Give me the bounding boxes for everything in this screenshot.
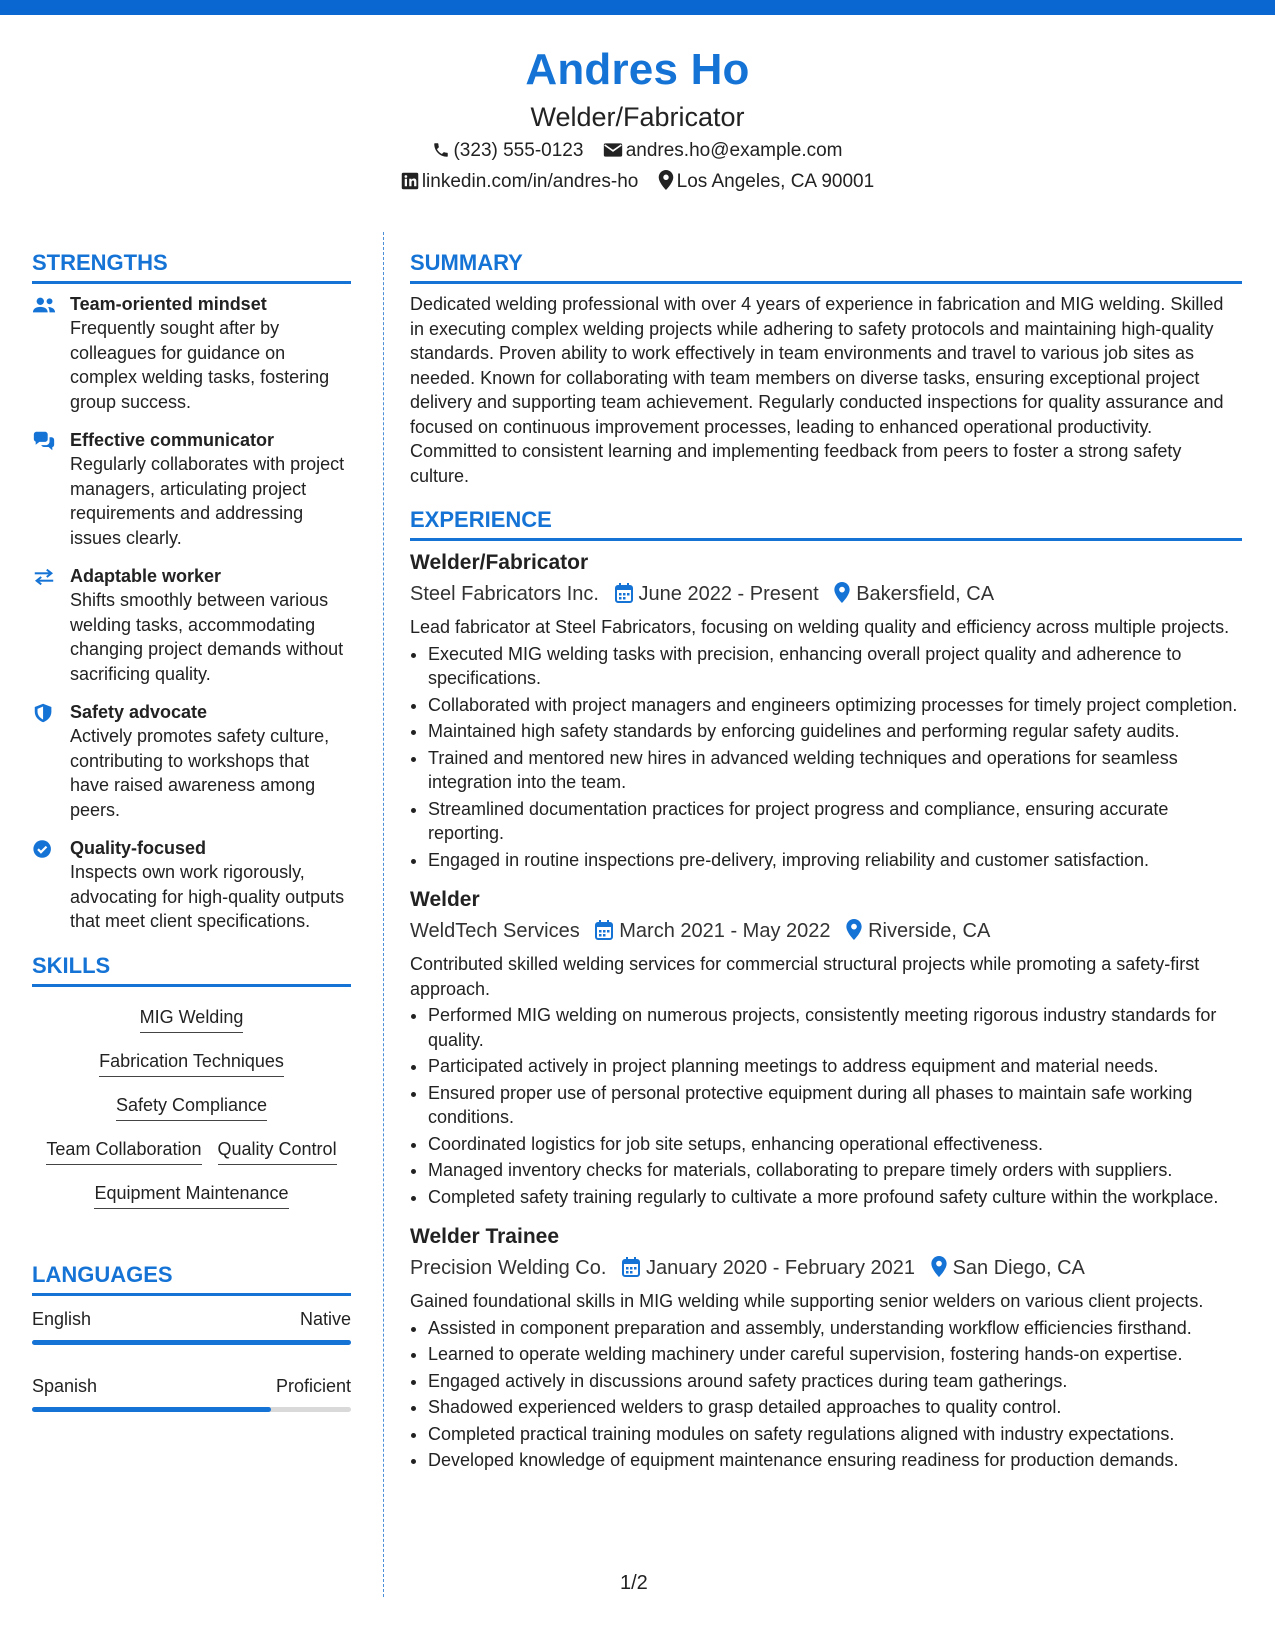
summary-text: Dedicated welding professional with over 4 years of experience in fabrication and MIG welding. Skilled in executing complex welding projects while adhering to safety protocols and maintaining high-quality standards. Proven ability to work effectively in team environments and travel to various job sites as needed. Known for collaborating with team members on diverse tasks, ensuring exceptional project delivery and supporting team achievement. Regularly conducted inspections for quality assurance and focused on continuous improvement processes, leading to enhanced operational productivity. Committed to consistent learning and implementing feedback from peers to foster a strong safety culture. xyxy=(410,294,1224,486)
job-dates: January 2020 - February 2021 xyxy=(645,1257,916,1279)
job-bullet: • Developed knowledge of equipment maintenance ensuring readiness for production demands. xyxy=(428,1448,1242,1473)
job-bullet: • Ensured proper use of personal protective equipment during all phases to maintain safe working conditions. xyxy=(428,1081,1242,1130)
job-bullet: • Maintained high safety standards by enforcing guidelines and performing regular safety audits. xyxy=(428,719,1242,744)
job-bullet: • Assisted in component preparation and assembly, understanding workflow efficiencies firsthand. xyxy=(428,1316,1242,1341)
language-bar-fill xyxy=(32,1407,271,1412)
contact-row-2 xyxy=(0,168,1275,196)
skill-tag: Team Collaboration xyxy=(46,1137,201,1165)
job-description: Lead fabricator at Steel Fabricators, focusing on welding quality and efficiency across multiple projects. xyxy=(410,617,1230,637)
job-dates: June 2022 - Present xyxy=(638,583,819,605)
job-meta xyxy=(410,916,1242,946)
strength-item xyxy=(32,428,351,550)
strength-item xyxy=(32,836,351,934)
map-pin-icon xyxy=(846,919,862,940)
linkedin-icon xyxy=(401,172,419,190)
right-column xyxy=(410,245,1242,1487)
job-title: Welder Trainee xyxy=(410,1225,560,1248)
strength-title: Quality-focused xyxy=(70,838,207,858)
job-bullets xyxy=(410,1003,1242,1209)
envelope-icon xyxy=(603,141,623,159)
experience-heading: EXPERIENCE xyxy=(410,507,552,532)
linkedin-contact[interactable] xyxy=(401,168,639,196)
job-location: Riverside, CA xyxy=(868,920,991,942)
job-bullet: • Completed practical training modules on safety regulations aligned with industry expectations. xyxy=(428,1422,1242,1447)
strengths-rule xyxy=(32,281,351,284)
languages-heading: LANGUAGES xyxy=(32,1261,173,1287)
job-entry xyxy=(410,886,1242,1209)
strength-desc: Inspects own work rigorously, advocating for high-quality outputs that meet client specifications. xyxy=(70,862,345,931)
team-icon xyxy=(32,295,56,315)
location-text: Los Angeles, CA 90001 xyxy=(676,171,875,192)
language-name: Spanish xyxy=(32,1375,98,1396)
job-bullet: • Shadowed experienced welders to grasp detailed approaches to quality control. xyxy=(428,1395,1242,1420)
job-company: WeldTech Services xyxy=(410,920,580,942)
candidate-title: Welder/Fabricator xyxy=(530,102,745,132)
job-company: Precision Welding Co. xyxy=(410,1257,607,1279)
job-dates-wrap xyxy=(622,1253,915,1283)
job-meta xyxy=(410,579,1242,609)
strength-desc: Frequently sought after by colleagues for guidance on complex welding tasks, fostering group success. xyxy=(70,318,330,412)
job-bullet: • Coordinated logistics for job site setups, enhancing operational effectiveness. xyxy=(428,1132,1242,1157)
contact-row-1 xyxy=(0,137,1275,165)
phone-text: (323) 555-0123 xyxy=(453,140,584,161)
job-bullet: • Streamlined documentation practices for project progress and compliance, ensuring accurate reporting. xyxy=(428,797,1242,846)
skill-tag: Quality Control xyxy=(218,1137,337,1165)
experience-list xyxy=(410,549,1242,1473)
language-bar xyxy=(32,1340,351,1345)
swap-arrows-icon xyxy=(32,567,56,587)
strength-desc: Actively promotes safety culture, contributing to workshops that have raised awareness among peers. xyxy=(70,726,330,820)
job-dates: March 2021 - May 2022 xyxy=(619,920,831,942)
summary-heading: SUMMARY xyxy=(410,250,523,275)
job-entry xyxy=(410,1223,1242,1473)
calendar-icon xyxy=(615,583,633,603)
skill-tag: Equipment Maintenance xyxy=(94,1181,288,1209)
skills-list xyxy=(32,997,351,1217)
job-bullet: • Participated actively in project planning meetings to address equipment and material needs. xyxy=(428,1054,1242,1079)
job-location-wrap xyxy=(931,1253,1085,1283)
strength-title: Team-oriented mindset xyxy=(70,294,267,314)
job-bullet: • Learned to operate welding machinery under careful supervision, fostering hands-on expertise. xyxy=(428,1342,1242,1367)
resume-header xyxy=(0,42,1275,196)
job-title: Welder/Fabricator xyxy=(410,551,589,574)
strength-desc: Shifts smoothly between various welding tasks, accommodating changing project demands without sacrificing quality. xyxy=(70,590,344,684)
job-location: San Diego, CA xyxy=(952,1257,1085,1279)
job-dates-wrap xyxy=(615,579,819,609)
strength-title: Adaptable worker xyxy=(70,566,222,586)
calendar-icon xyxy=(595,920,613,940)
job-bullet: • Trained and mentored new hires in advanced welding techniques and operations for seamless integration into the team. xyxy=(428,746,1242,795)
language-bar xyxy=(32,1407,351,1412)
strength-title: Safety advocate xyxy=(70,702,208,722)
left-column xyxy=(32,245,351,1440)
map-pin-icon xyxy=(834,582,850,603)
language-bar-fill xyxy=(32,1340,351,1345)
job-bullets xyxy=(410,642,1242,873)
job-bullet: • Completed safety training regularly to cultivate a more profound safety culture within the workplace. xyxy=(428,1185,1242,1210)
check-circle-icon xyxy=(32,839,56,859)
email-contact[interactable] xyxy=(603,137,843,165)
strength-item xyxy=(32,564,351,686)
job-location: Bakersfield, CA xyxy=(856,583,995,605)
job-bullet: • Managed inventory checks for materials, collaborating to prepare timely orders with suppliers. xyxy=(428,1158,1242,1183)
job-description: Gained foundational skills in MIG welding while supporting senior welders on various client projects. xyxy=(410,1291,1204,1311)
map-pin-icon xyxy=(931,1256,947,1277)
strengths-heading: STRENGTHS xyxy=(32,250,168,275)
strength-title: Effective communicator xyxy=(70,430,275,450)
strength-item xyxy=(32,292,351,414)
job-entry xyxy=(410,549,1242,872)
job-company: Steel Fabricators Inc. xyxy=(410,583,599,605)
job-bullet: • Engaged actively in discussions around safety practices during team gatherings. xyxy=(428,1369,1242,1394)
job-location-wrap xyxy=(846,916,990,946)
job-bullet: • Engaged in routine inspections pre-delivery, improving reliability and customer satisfaction. xyxy=(428,848,1242,873)
summary-rule xyxy=(410,281,1242,284)
skill-tag: MIG Welding xyxy=(140,1005,244,1033)
skill-tag: Fabrication Techniques xyxy=(99,1049,284,1077)
job-meta xyxy=(410,1253,1242,1283)
map-pin-icon xyxy=(658,170,674,190)
job-bullets xyxy=(410,1316,1242,1473)
shield-icon xyxy=(32,703,56,723)
phone-icon xyxy=(432,141,450,159)
column-divider xyxy=(383,232,384,1597)
location-contact xyxy=(658,168,875,196)
skills-heading: SKILLS xyxy=(32,952,111,978)
candidate-name: Andres Ho xyxy=(525,45,750,94)
linkedin-text: linkedin.com/in/andres-ho xyxy=(421,171,639,192)
page-number: 1/2 xyxy=(620,1572,648,1594)
chat-icon xyxy=(32,431,56,451)
languages-rule xyxy=(32,1293,351,1296)
email-text: andres.ho@example.com xyxy=(625,140,843,161)
strength-desc: Regularly collaborates with project managers, articulating project requirements and addressing issues clearly. xyxy=(70,454,345,548)
top-accent-bar xyxy=(0,0,1275,15)
job-bullet: • Collaborated with project managers and engineers optimizing processes for timely project completion. xyxy=(428,693,1242,718)
job-bullet: • Executed MIG welding tasks with precision, enhancing overall project quality and adherence to specifications. xyxy=(428,642,1242,691)
calendar-icon xyxy=(622,1257,640,1277)
job-title: Welder xyxy=(410,888,480,911)
skills-rule xyxy=(32,984,351,987)
language-level: Native xyxy=(299,1308,351,1329)
language-level: Proficient xyxy=(275,1375,351,1396)
language-item xyxy=(32,1306,351,1345)
language-item xyxy=(32,1373,351,1412)
job-dates-wrap xyxy=(595,916,830,946)
job-location-wrap xyxy=(834,579,994,609)
language-name: English xyxy=(32,1308,92,1329)
strength-item xyxy=(32,700,351,822)
experience-rule xyxy=(410,538,1242,541)
job-description: Contributed skilled welding services for commercial structural projects while promoting a safety-first approach. xyxy=(410,954,1200,999)
job-bullet: • Performed MIG welding on numerous projects, consistently meeting rigorous industry standards for quality. xyxy=(428,1003,1242,1052)
skill-tag: Safety Compliance xyxy=(116,1093,267,1121)
phone-contact[interactable] xyxy=(432,137,583,165)
